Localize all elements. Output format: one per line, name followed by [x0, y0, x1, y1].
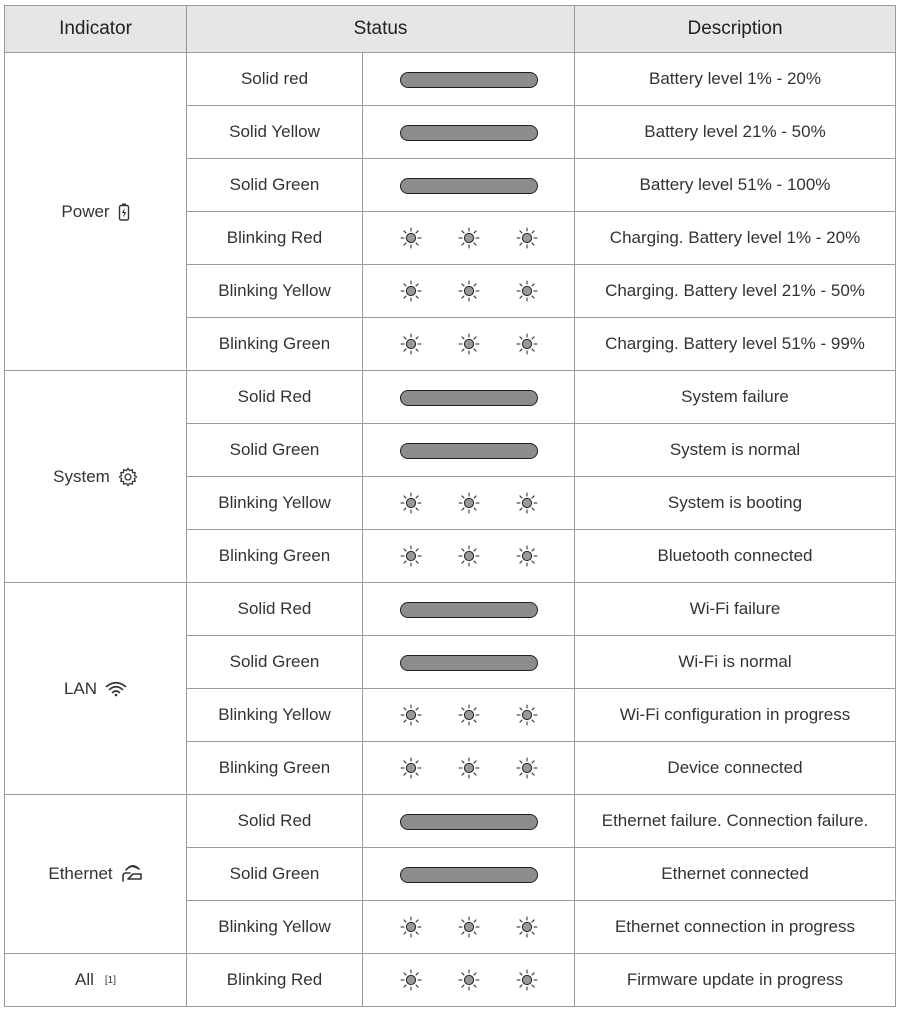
status-pattern-cell [363, 265, 575, 318]
table-row [5, 795, 896, 848]
blinking-light-icon [400, 969, 422, 991]
status-pattern-cell [363, 848, 575, 901]
solid-light-bar [400, 655, 538, 671]
description-cell: Bluetooth connected [575, 530, 896, 583]
blinking-light-icon [516, 492, 538, 514]
status-label: Blinking Green [187, 318, 363, 371]
status-label: Solid Green [187, 636, 363, 689]
table-row [5, 583, 896, 636]
table-row [5, 53, 896, 106]
blinking-light-icon [458, 280, 480, 302]
description-cell: Ethernet failure. Connection failure. [575, 795, 896, 848]
status-pattern-cell [363, 583, 575, 636]
header-status: Status [187, 6, 575, 53]
ethernet-icon [121, 865, 143, 883]
blinking-light-icon [458, 916, 480, 938]
blinking-light-icon [458, 757, 480, 779]
description-cell: System is normal [575, 424, 896, 477]
blinking-light-icon [516, 916, 538, 938]
blinking-light-icon [400, 492, 422, 514]
blinking-light-icon [400, 227, 422, 249]
status-label: Blinking Green [187, 530, 363, 583]
status-pattern-cell [363, 954, 575, 1007]
description-cell: Wi-Fi configuration in progress [575, 689, 896, 742]
blinking-light-icon [458, 333, 480, 355]
indicator-label: LAN [63, 678, 98, 698]
blinking-light-group [400, 704, 538, 726]
blinking-light-icon [400, 916, 422, 938]
blinking-light-icon [516, 545, 538, 567]
status-pattern-cell [363, 530, 575, 583]
status-label: Solid Red [187, 371, 363, 424]
indicator-label: Power [61, 201, 110, 221]
description-cell: Battery level 51% - 100% [575, 159, 896, 212]
led-indicator-table [4, 5, 896, 1007]
status-label: Solid Green [187, 424, 363, 477]
status-pattern-cell [363, 212, 575, 265]
description-cell: Wi-Fi failure [575, 583, 896, 636]
status-pattern-cell [363, 424, 575, 477]
description-cell: System is booting [575, 477, 896, 530]
blinking-light-icon [400, 757, 422, 779]
solid-light-bar [400, 867, 538, 883]
status-pattern-cell [363, 371, 575, 424]
status-label: Blinking Red [187, 212, 363, 265]
status-label: Blinking Yellow [187, 477, 363, 530]
status-label: Solid Green [187, 159, 363, 212]
status-pattern-cell [363, 901, 575, 954]
table-row [5, 954, 896, 1007]
indicator-cell [5, 795, 187, 954]
blinking-light-icon [458, 969, 480, 991]
indicator-label: All [74, 970, 94, 989]
gear-icon [118, 467, 138, 487]
description-cell: Device connected [575, 742, 896, 795]
status-pattern-cell [363, 795, 575, 848]
blinking-light-group [400, 280, 538, 302]
indicator-label: Ethernet [48, 864, 113, 883]
blinking-light-icon [516, 227, 538, 249]
blinking-light-group [400, 227, 538, 249]
blinking-light-icon [516, 757, 538, 779]
status-pattern-cell [363, 159, 575, 212]
status-pattern-cell [363, 636, 575, 689]
blinking-light-icon [516, 333, 538, 355]
status-label: Blinking Yellow [187, 265, 363, 318]
description-cell: Ethernet connection in progress [575, 901, 896, 954]
header-description: Description [575, 6, 896, 53]
indicator-cell [5, 954, 187, 1007]
footnote-marker: [1] [104, 974, 117, 986]
status-label: Solid Yellow [187, 106, 363, 159]
battery-icon [118, 203, 130, 221]
blinking-light-group [400, 916, 538, 938]
solid-light-bar [400, 443, 538, 459]
status-label: Blinking Green [187, 742, 363, 795]
indicator-cell [5, 371, 187, 583]
solid-light-bar [400, 814, 538, 830]
status-pattern-cell [363, 53, 575, 106]
blinking-light-icon [400, 280, 422, 302]
blinking-light-icon [400, 333, 422, 355]
description-cell: Firmware update in progress [575, 954, 896, 1007]
description-cell: System failure [575, 371, 896, 424]
blinking-light-group [400, 969, 538, 991]
blinking-light-icon [516, 280, 538, 302]
blinking-light-icon [458, 545, 480, 567]
description-cell: Battery level 21% - 50% [575, 106, 896, 159]
status-pattern-cell [363, 477, 575, 530]
blinking-light-group [400, 545, 538, 567]
status-label: Blinking Yellow [187, 901, 363, 954]
solid-light-bar [400, 72, 538, 88]
blinking-light-group [400, 333, 538, 355]
status-pattern-cell [363, 318, 575, 371]
status-label: Solid red [187, 53, 363, 106]
description-cell: Battery level 1% - 20% [575, 53, 896, 106]
indicator-cell [5, 583, 187, 795]
solid-light-bar [400, 125, 538, 141]
header-indicator: Indicator [5, 6, 187, 53]
blinking-light-icon [458, 227, 480, 249]
table-header-row [5, 6, 896, 53]
solid-light-bar [400, 602, 538, 618]
blinking-light-icon [516, 969, 538, 991]
solid-light-bar [400, 390, 538, 406]
blinking-light-group [400, 757, 538, 779]
status-label: Solid Red [187, 795, 363, 848]
description-cell: Ethernet connected [575, 848, 896, 901]
status-label: Blinking Yellow [187, 689, 363, 742]
description-cell: Charging. Battery level 51% - 99% [575, 318, 896, 371]
status-label: Solid Red [187, 583, 363, 636]
description-cell: Charging. Battery level 1% - 20% [575, 212, 896, 265]
blinking-light-icon [516, 704, 538, 726]
status-pattern-cell [363, 106, 575, 159]
status-label: Blinking Red [187, 954, 363, 1007]
blinking-light-icon [458, 704, 480, 726]
solid-light-bar [400, 178, 538, 194]
table-row [5, 371, 896, 424]
blinking-light-group [400, 492, 538, 514]
blinking-light-icon [400, 545, 422, 567]
wifi-icon [105, 681, 127, 697]
status-pattern-cell [363, 742, 575, 795]
status-label: Solid Green [187, 848, 363, 901]
blinking-light-icon [458, 492, 480, 514]
description-cell: Wi-Fi is normal [575, 636, 896, 689]
description-cell: Charging. Battery level 21% - 50% [575, 265, 896, 318]
blinking-light-icon [400, 704, 422, 726]
indicator-label: System [53, 466, 110, 486]
indicator-cell [5, 53, 187, 371]
status-pattern-cell [363, 689, 575, 742]
